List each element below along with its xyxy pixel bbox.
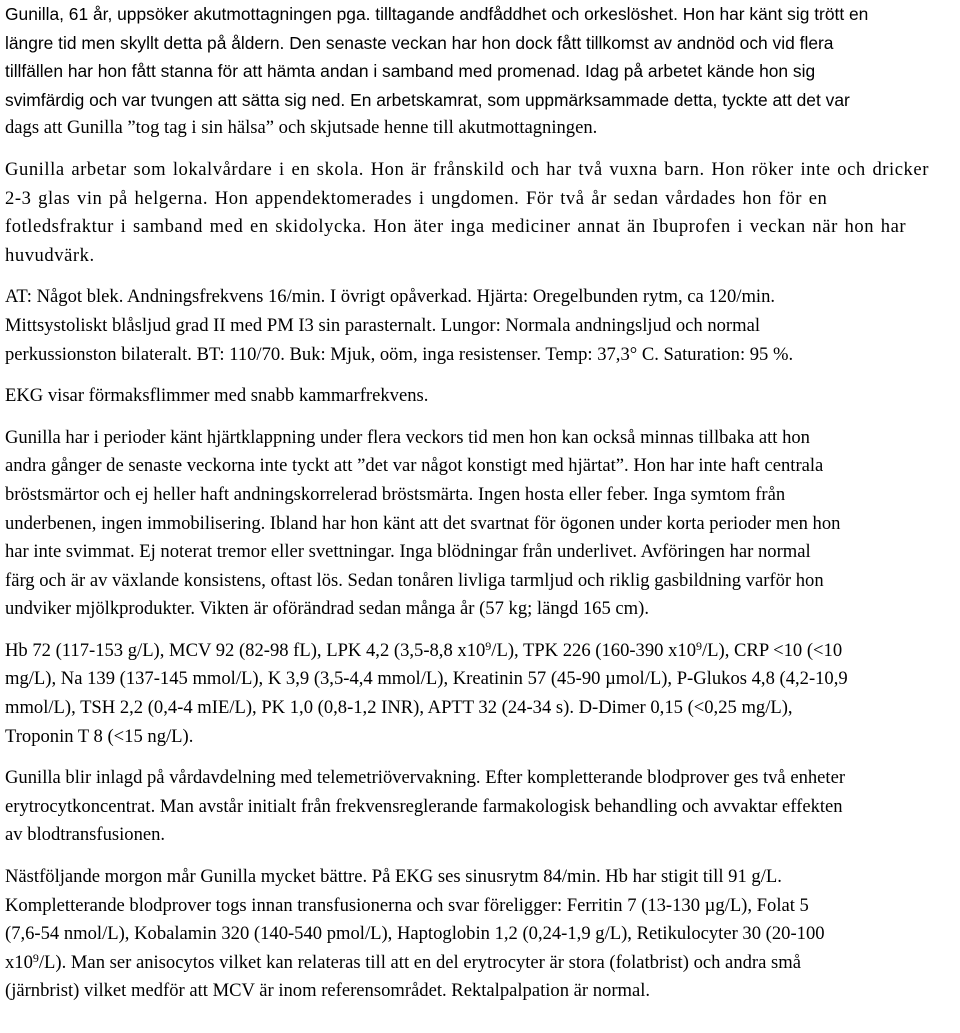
text-line: undviker mjölkprodukter. Vikten är oförändrad sedan många år (57 kg; längd 165 cm).: [5, 598, 649, 620]
admission-paragraph: [5, 764, 955, 850]
text-line: [5, 637, 955, 666]
case-document: [5, 0, 955, 1006]
superscript: 9: [32, 950, 39, 965]
case-presentation-paragraph: [5, 0, 955, 114]
text-line: färg och är av växlande konsistens, oftast lös. Sedan tonåren livliga tarmljud och riklig gasbildning varför hon: [5, 569, 824, 591]
text-segment: /L). Man ser anisocytos vilket kan relateras till att en del erytrocyter är stora (folatbrist) och andra små: [38, 951, 801, 973]
text-line: AT: Något blek. Andningsfrekvens 16/min. I övrigt opåverkad. Hjärta: Oregelbunden rytm, ca 120/min.: [5, 286, 776, 308]
text-line: mmol/L), TSH 2,2 (0,4-4 mIE/L), PK 1,0 (0,8-1,2 INR), APTT 32 (24-34 s). D-Dimer 0,15 (<0,25 mg/L),: [5, 697, 793, 719]
text-line: svimfärdig och var tvungen att sätta sig ned. En arbetskamrat, som uppmärksammade detta, tyckte att det var: [5, 89, 850, 110]
text-line: perkussionston bilateralt. BT: 110/70. Buk: Mjuk, oöm, inga resistenser. Temp: 37,3° C. Saturation: 95 %.: [5, 343, 794, 365]
text-line: Gunilla arbetar som lokalvårdare i en skola. Hon är frånskild och har två vuxna barn. Hon röker inte och dricker: [5, 158, 929, 180]
ecg-paragraph: [5, 382, 955, 411]
text-line: underbenen, ingen immobilisering. Ibland har hon känt att det svartnat för ögonen under korta perioder men hon: [5, 512, 841, 534]
text-segment: Hb 72 (117-153 g/L), MCV 92 (82-98 fL), LPK 4,2 (3,5-8,8 x10: [5, 639, 486, 661]
text-line: (7,6-54 nmol/L), Kobalamin 320 (140-540 pmol/L), Haptoglobin 1,2 (0,24-1,9 g/L), Retikulocyter 30 (20-100: [5, 923, 825, 945]
physical-exam-paragraph: [5, 283, 955, 369]
text-line: dags att Gunilla ”tog tag i sin hälsa” och skjutsade henne till akutmottagningen.: [5, 117, 598, 139]
text-line: av blodtransfusionen.: [5, 824, 166, 846]
text-line: 2-3 glas vin på helgerna. Hon appendektomerades i ungdomen. För två år sedan vårdades hon för en: [5, 187, 828, 209]
social-history-paragraph: [5, 156, 955, 270]
text-line: huvudvärk.: [5, 244, 95, 266]
lab-results-paragraph: [5, 637, 955, 751]
text-line: EKG visar förmaksflimmer med snabb kammarfrekvens.: [5, 385, 429, 407]
case-presentation-closing-line: [5, 114, 955, 143]
text-line: Nästföljande morgon mår Gunilla mycket bättre. På EKG ses sinusrytm 84/min. Hb har stigit till 91 g/L.: [5, 866, 782, 888]
text-segment: /L), TPK 226 (160-390 x10: [491, 639, 696, 661]
text-line: (järnbrist) vilket medför att MCV är inom referensområdet. Rektalpalpation är normal.: [5, 980, 651, 1002]
text-line: fotledsfraktur i samband med en skidolycka. Hon äter inga mediciner annat än Ibuprofen i veckan när hon har: [5, 216, 907, 238]
text-line: mg/L), Na 139 (137-145 mmol/L), K 3,9 (3,5-4,4 mmol/L), Kreatinin 57 (45-90 µmol/L), P-Glukos 4,8 (4,2-10,9: [5, 668, 848, 690]
superscript: 9: [696, 638, 702, 653]
follow-up-paragraph: [5, 863, 955, 1006]
text-line: erytrocytkoncentrat. Man avstår initialt från frekvensreglerande farmakologisk behandling och avvaktar effekten: [5, 795, 843, 817]
text-segment: /L), CRP <10 (<10: [702, 639, 843, 661]
text-line: längre tid men skyllt detta på åldern. Den senaste veckan har hon dock fått tillkomst av andnöd och vid flera: [5, 32, 834, 53]
text-line: Troponin T 8 (<15 ng/L).: [5, 725, 194, 747]
text-line: Gunilla har i perioder känt hjärtklappning under flera veckors tid men hon kan också minnas tillbaka att hon: [5, 426, 810, 448]
superscript: 9: [485, 638, 492, 653]
text-line: [5, 949, 955, 978]
text-line: andra gånger de senaste veckorna inte tyckt att ”det var något konstigt med hjärtat”. Hon har inte haft centrala: [5, 455, 824, 477]
text-line: bröstsmärtor och ej heller haft andningskorrelerad bröstsmärta. Ingen hosta eller feber. Inga symtom från: [5, 483, 786, 505]
text-line: Gunilla blir inlagd på vårdavdelning med telemetriövervakning. Efter kompletterande blodprover ges två enheter: [5, 767, 846, 789]
history-paragraph: [5, 424, 955, 624]
text-line: Gunilla, 61 år, uppsöker akutmottagningen pga. tilltagande andfåddhet och orkeslöshet. Hon har känt sig trött en: [5, 4, 869, 24]
text-line: har inte svimmat. Ej noterat tremor eller svettningar. Inga blödningar från underlivet. Avföringen har normal: [5, 541, 811, 563]
text-line: tillfällen har hon fått stanna för att hämta andan i samband med promenad. Idag på arbetet kände hon sig: [5, 61, 816, 82]
text-line: Kompletterande blodprover togs innan transfusionerna och svar föreligger: Ferritin 7 (13-130 µg/L), Folat 5: [5, 894, 809, 916]
text-segment: x10: [5, 951, 33, 973]
text-line: Mittsystoliskt blåsljud grad II med PM I3 sin parasternalt. Lungor: Normala andningsljud och normal: [5, 314, 760, 336]
